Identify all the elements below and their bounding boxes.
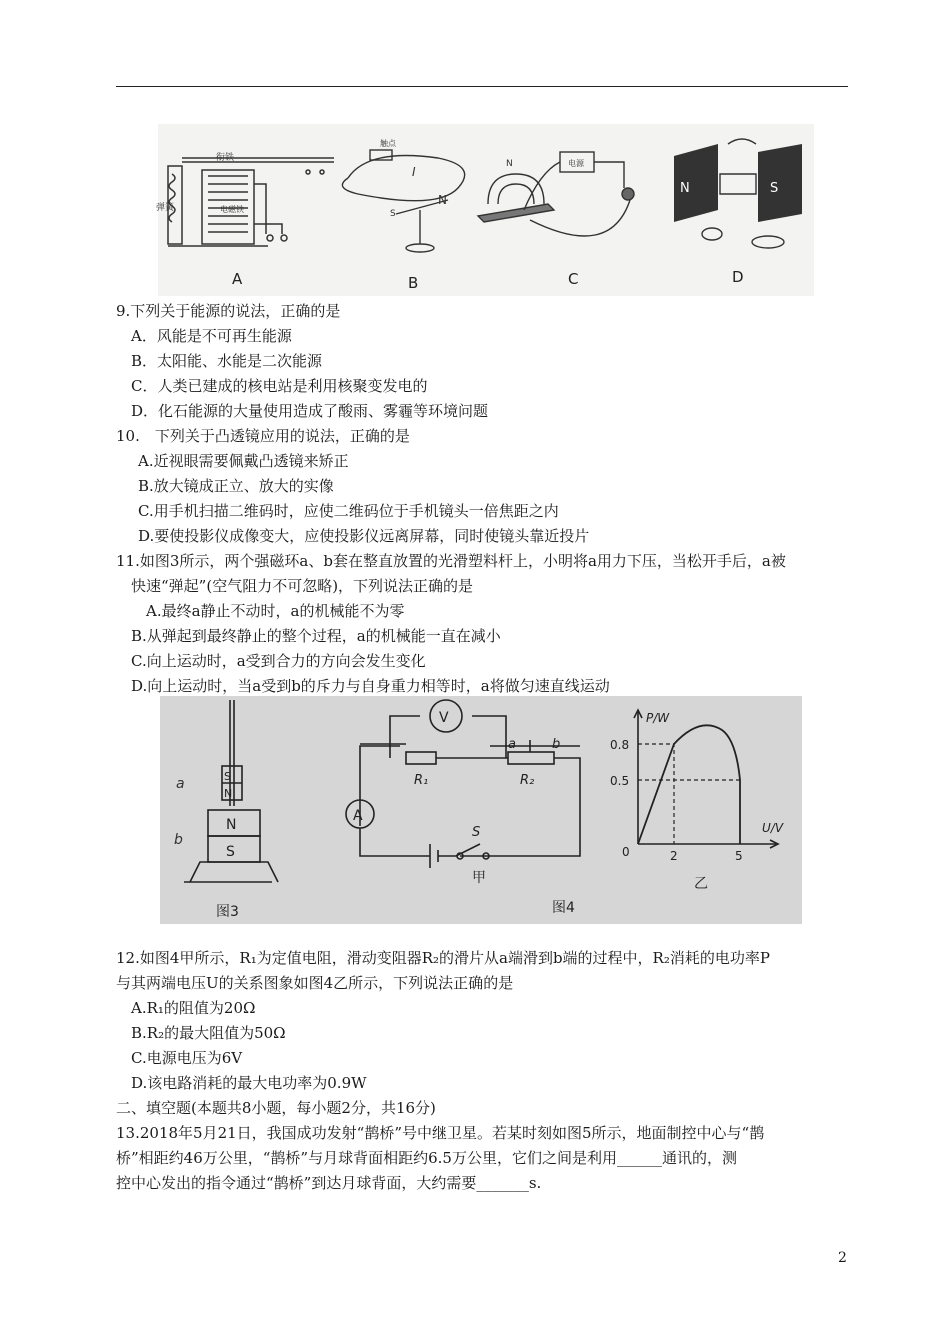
- d-s-label: S: [770, 181, 779, 196]
- fig4-end-a: a: [508, 737, 516, 752]
- q12-option-c: C.电源电压为6V: [131, 1049, 243, 1067]
- q9-option-a: A．风能是不可再生能源: [131, 327, 292, 345]
- q9-option-b: B．太阳能、水能是二次能源: [131, 352, 323, 370]
- graph-origin: 0: [622, 845, 630, 859]
- q11-stem-line1: 11.如图3所示，两个强磁环a、b套在整直放置的光滑塑料杆上，小明将a用力下压，当松开手后，a被: [116, 552, 786, 570]
- graph-yi: 乙: [694, 876, 708, 892]
- q11-option-b: B.从弹起到最终静止的整个过程，a的机械能一直在减小: [131, 627, 501, 645]
- label-c: C: [568, 270, 579, 288]
- fig4-r2: R₂: [520, 773, 535, 788]
- q10-option-b: B.放大镜成正立、放大的实像: [138, 477, 334, 495]
- header-rule: [116, 86, 848, 87]
- a-magnet-label: 电磁铁: [220, 205, 244, 214]
- b-n-label: N: [438, 193, 447, 207]
- graph-y-08: 0.8: [610, 738, 630, 752]
- q9-stem: 9.下列关于能源的说法，正确的是: [116, 302, 341, 320]
- q13-line3: 控中心发出的指令通过“鹊桥”到达月球背面，大约需要_______s.: [116, 1174, 542, 1192]
- q10-stem: 10. 下列关于凸透镜应用的说法，正确的是: [116, 427, 410, 445]
- graph-ylabel: P/W: [646, 711, 670, 725]
- fig3-magnet-b-n: N: [226, 817, 237, 833]
- apparatus-c: [478, 152, 634, 236]
- q11-option-d: D.向上运动时，当a受到b的斥力与自身重力相等时，a将做匀速直线运动: [131, 677, 610, 695]
- q11-stem-line2: 快速“弹起”(空气阻力不可忽略)，下列说法正确的是: [131, 577, 474, 595]
- q10-option-a: A.近视眼需要佩戴凸透镜来矫正: [138, 452, 349, 470]
- fig4-r1: R₁: [414, 773, 429, 788]
- label-d: D: [732, 268, 744, 286]
- figure-apparatus-abcd: [158, 124, 814, 296]
- q12-stem-line2: 与其两端电压U的关系图象如图4乙所示，下列说法正确的是: [116, 974, 514, 992]
- q13-line1: 13.2018年5月21日，我国成功发射“鹊桥”号中继卫星。若某时刻如图5所示，地面制控中心与“鹊: [116, 1124, 765, 1142]
- graph-x-5: 5: [735, 849, 743, 863]
- section-2-heading: 二、填空题(本题共8小题，每小题2分，共16分): [116, 1099, 436, 1117]
- q12-option-d: D.该电路消耗的最大电功率为0.9W: [131, 1074, 367, 1092]
- q12-option-a: A.R₁的阻值为20Ω: [131, 999, 256, 1017]
- fig3-magnet-a-s: S: [224, 770, 231, 783]
- label-b: B: [408, 274, 419, 292]
- q9-option-d: D．化石能源的大量使用造成了酸雨、雾霾等环境问题: [131, 402, 489, 420]
- q12-option-b: B.R₂的最大阻值为50Ω: [131, 1024, 286, 1042]
- fig4-ammeter: A: [353, 808, 363, 824]
- b-current-label: I: [412, 165, 416, 179]
- q11-option-c: C.向上运动时，a受到合力的方向会发生变化: [131, 652, 426, 670]
- fig4-end-b: b: [552, 737, 561, 752]
- q12-stem-line1: 12.如图4甲所示，R₁为定值电阻，滑动变阻器R₂的滑片从a端滑到b端的过程中，R₂消耗的电功率P: [116, 949, 770, 967]
- q13-line2: 桥”相距约46万公里，“鹊桥”与月球背面相距约6.5万公里，它们之间是利用______通讯的，测: [116, 1149, 737, 1167]
- fig3-magnet-a-n: N: [224, 787, 233, 800]
- fig4-caption: 图4: [552, 900, 575, 916]
- fig4-circuit: [346, 700, 580, 868]
- q10-option-c: C.用手机扫描二维码时，应使二维码位于手机镜头一倍焦距之内: [138, 502, 559, 520]
- graph-x-2: 2: [670, 849, 678, 863]
- label-a: A: [232, 270, 243, 288]
- a-spring-label: 弹簧: [156, 203, 175, 213]
- b-switch-label: 触点: [380, 139, 396, 148]
- fig3-label-b: b: [174, 832, 183, 848]
- fig3-caption: 图3: [216, 904, 239, 920]
- c-source-label: 电源: [568, 159, 584, 168]
- fig3-magnet-b-s: S: [226, 844, 235, 860]
- fig4-jia: 甲: [472, 870, 486, 886]
- graph-xlabel: U/V: [762, 821, 784, 835]
- page-number: 2: [838, 1250, 847, 1266]
- a-iron-label: 衔铁: [216, 153, 235, 163]
- b-s-label: S: [390, 209, 396, 219]
- apparatus-a: [168, 158, 334, 246]
- fig4-voltmeter: V: [439, 710, 449, 726]
- apparatus-d: [674, 139, 802, 248]
- fig4-graph: [634, 710, 778, 848]
- graph-y-05: 0.5: [610, 774, 630, 788]
- q11-option-a: A.最终a静止不动时，a的机械能不为零: [146, 602, 405, 620]
- q10-option-d: D.要使投影仪成像变大，应使投影仪远离屏幕，同时使镜头靠近投片: [138, 527, 590, 545]
- q9-option-c: C．人类已建成的核电站是利用核聚变发电的: [131, 377, 428, 395]
- fig3-label-a: a: [176, 776, 185, 792]
- d-n-label: N: [680, 181, 690, 196]
- c-n-label: N: [506, 159, 513, 169]
- fig4-switch: S: [472, 825, 481, 840]
- figure-3-and-4: [160, 696, 802, 924]
